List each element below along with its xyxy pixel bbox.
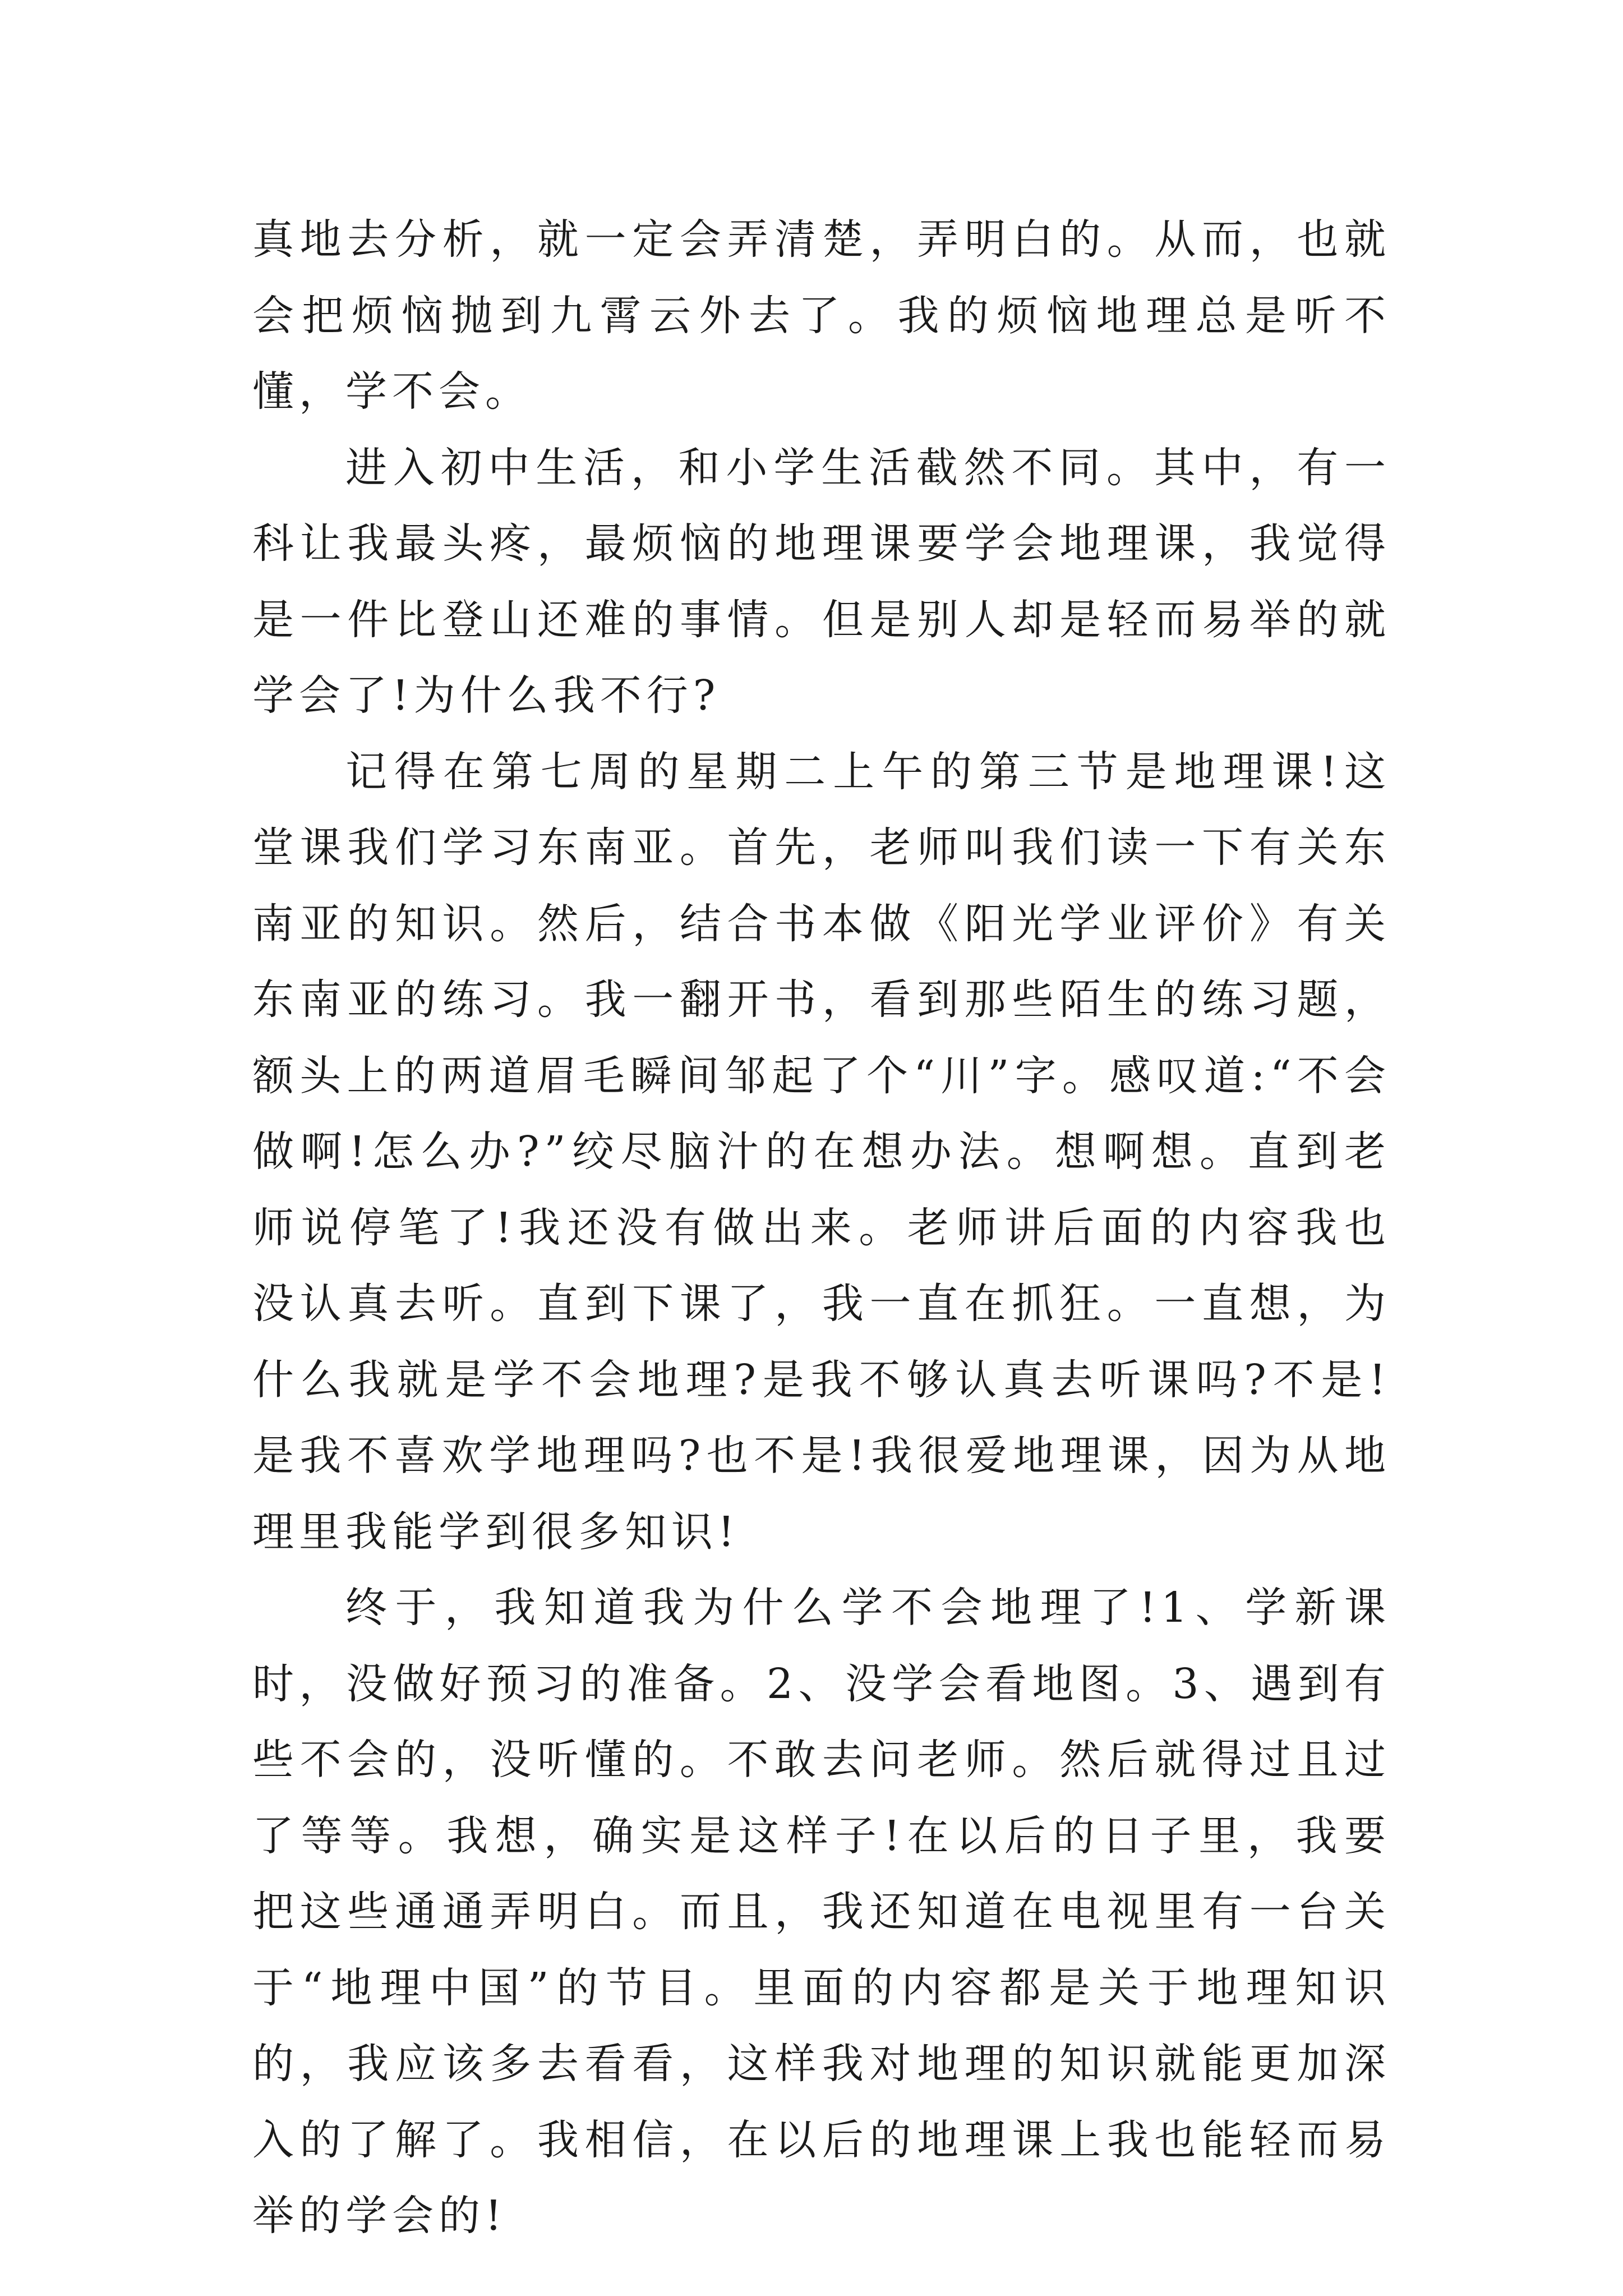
paragraph-1: 真地去分析，就一定会弄清楚，弄明白的。从而，也就会把烦恼抛到九霄云外去了。我的烦恼地理总是听不懂，学不会。 (252, 215, 1391, 416)
paragraph-3: 记得在第七周的星期二上午的第三节是地理课!这堂课我们学习东南亚。首先，老师叫我们读一下有关东南亚的知识。然后，结合书本做《阳光学业评价》有关东南亚的练习。我一翻开书，看到那些陌生的练习题，额头上的两道眉毛瞬间邹起了个“川”字。感叹道:“不会做啊!怎么办?”绞尽脑汁的在想办法。想啊想。直到老师说停笔了!我还没有做出来。老师讲后面的内容我也没认真去听。直到下课了，我一直在抓狂。一直想，为什么我就是学不会地理?是我不够认真去听课吗?不是!是我不喜欢学地理吗?也不是!我很爱地理课，因为从地理里我能学到很多知识! (252, 747, 1391, 1556)
paragraph-2: 进入初中生活，和小学生活截然不同。其中，有一科让我最头疼，最烦恼的地理课要学会地理课，我觉得是一件比登山还难的事情。但是别人却是轻而易举的就学会了!为什么我不行? (252, 443, 1391, 720)
paragraph-4: 终于，我知道我为什么学不会地理了!1、学新课时，没做好预习的准备。2、没学会看地图。3、遇到有些不会的，没听懂的。不敢去问老师。然后就得过且过了等等。我想，确实是这样子!在以后的日子里，我要把这些通通弄明白。而且，我还知道在电视里有一台关于“地理中国”的节目。里面的内容都是关于地理知识的，我应该多去看看，这样我对地理的知识就能更加深入的了解了。我相信，在以后的地理课上我也能轻而易举的学会的! (252, 1584, 1391, 2240)
document-body (252, 202, 1391, 2254)
